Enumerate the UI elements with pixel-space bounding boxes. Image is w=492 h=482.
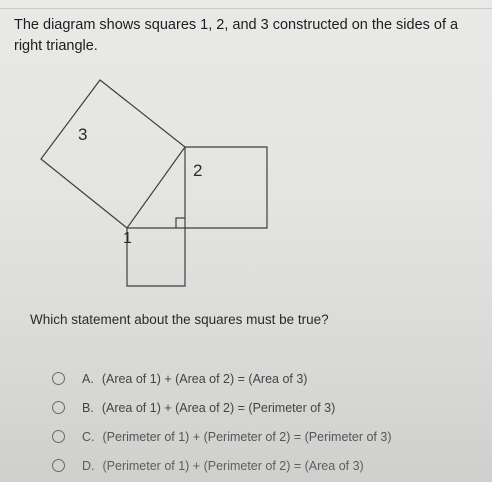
square-2 <box>185 147 267 228</box>
right-angle-mark <box>176 218 185 228</box>
choice-letter: A. <box>82 371 94 386</box>
answer-choices <box>52 364 391 480</box>
choice-text: (Area of 1) + (Area of 2) = (Perimeter of 3) <box>101 400 336 415</box>
square-1 <box>127 228 185 286</box>
choice-letter: B. <box>82 400 94 415</box>
radio-button-icon[interactable] <box>52 430 65 443</box>
choice-a[interactable] <box>52 364 391 393</box>
choice-b[interactable] <box>52 393 391 422</box>
square-1-label: 1 <box>123 230 132 247</box>
radio-button-icon[interactable] <box>52 401 65 414</box>
radio-button-icon[interactable] <box>52 372 65 385</box>
square-3-label: 3 <box>78 125 88 144</box>
choice-c[interactable] <box>52 422 391 451</box>
choice-letter: D. <box>82 458 95 473</box>
choice-text: (Perimeter of 1) + (Perimeter of 2) = (Perimeter of 3) <box>102 429 392 444</box>
square-3 <box>41 80 185 228</box>
choice-d[interactable] <box>52 451 391 480</box>
choice-text: (Perimeter of 1) + (Perimeter of 2) = (Area of 3) <box>102 458 364 473</box>
question-text: The diagram shows squares 1, 2, and 3 constructed on the sides of a right triangle. <box>14 17 459 54</box>
choice-letter: C. <box>82 429 95 444</box>
square-2-label: 2 <box>193 161 203 180</box>
radio-button-icon[interactable] <box>52 459 65 472</box>
choice-text: (Area of 1) + (Area of 2) = (Area of 3) <box>101 371 308 386</box>
prompt-text: Which statement about the squares must be true? <box>30 312 329 327</box>
